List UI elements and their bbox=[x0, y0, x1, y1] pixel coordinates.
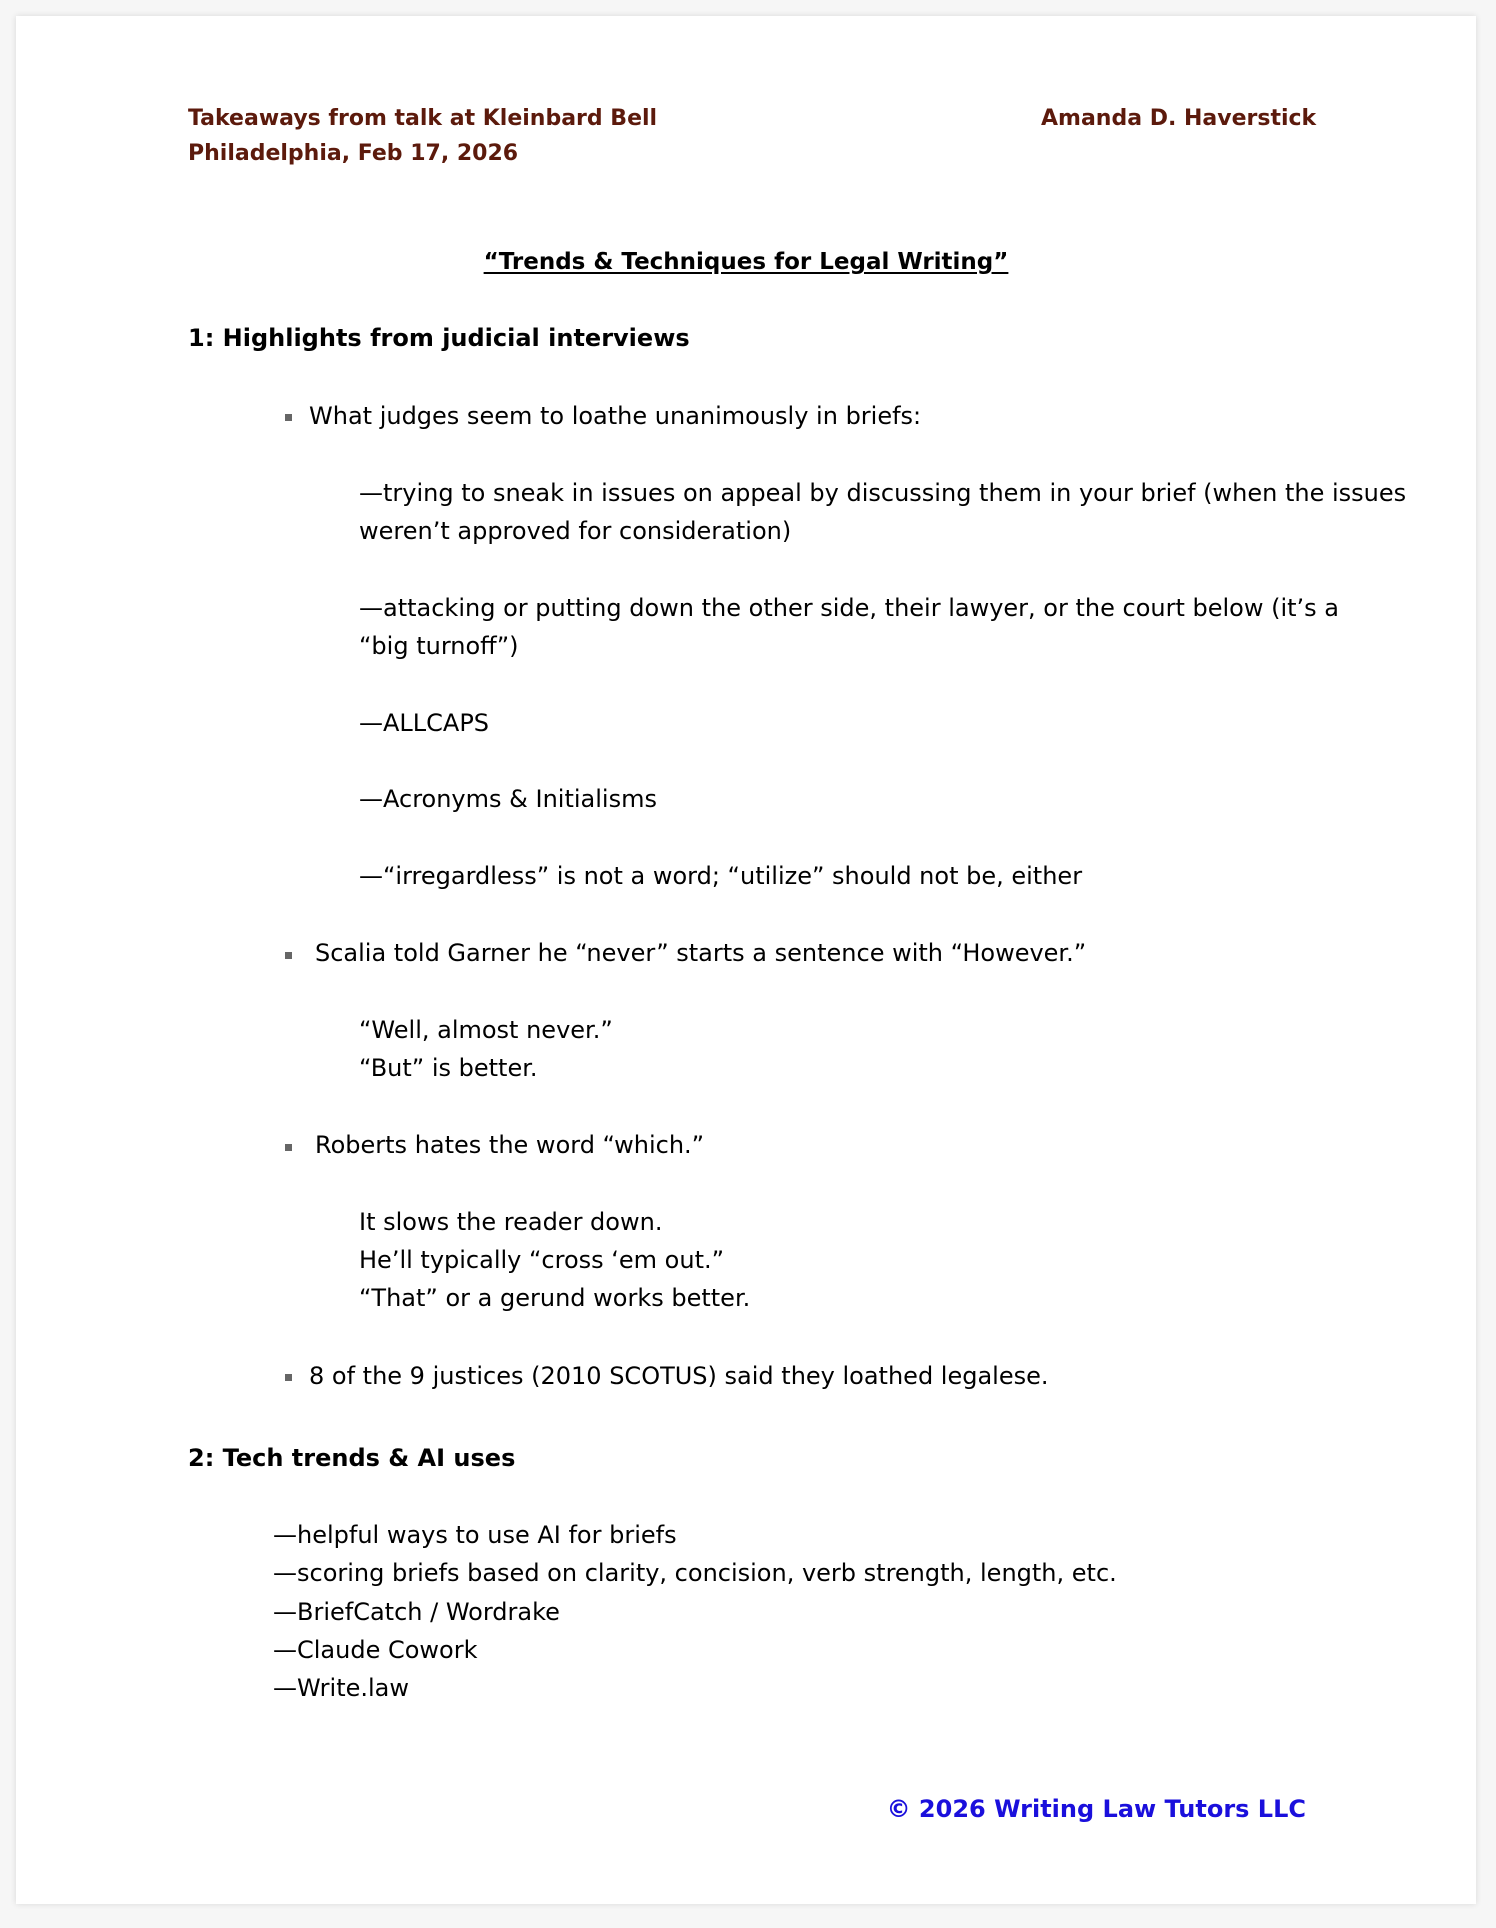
note-line: He’ll typically “cross ‘em out.” bbox=[359, 1246, 725, 1274]
header-author: Amanda D. Haverstick bbox=[1041, 106, 1317, 131]
header-talk-date: Philadelphia, Feb 17, 2026 bbox=[188, 141, 519, 166]
bullet-roberts: Roberts hates the word “which.” bbox=[315, 1131, 705, 1159]
list-item: —attacking or putting down the other side, their lawyer, or the court below (it’s a bbox=[359, 594, 1340, 622]
list-item: —Write.law bbox=[273, 1674, 409, 1702]
copyright-notice: © 2026 Writing Law Tutors LLC bbox=[886, 1795, 1306, 1823]
bullet-marker bbox=[285, 952, 292, 959]
list-item: —“irregardless” is not a word; “utilize” should not be, either bbox=[359, 862, 1083, 890]
document-title: “Trends & Techniques for Legal Writing” bbox=[483, 249, 1009, 275]
header-talk-venue: Takeaways from talk at Kleinbard Bell bbox=[188, 106, 658, 131]
document-page bbox=[16, 16, 1476, 1904]
bullet-legalese: 8 of the 9 justices (2010 SCOTUS) said they loathed legalese. bbox=[309, 1362, 1049, 1390]
bullet-marker bbox=[285, 1374, 292, 1381]
bullet-marker bbox=[285, 414, 292, 421]
list-item: —trying to sneak in issues on appeal by discussing them in your brief (when the issues bbox=[359, 479, 1407, 507]
list-item: —scoring briefs based on clarity, concision, verb strength, length, etc. bbox=[273, 1559, 1117, 1587]
bullet-scalia: Scalia told Garner he “never” starts a sentence with “However.” bbox=[315, 939, 1087, 967]
quote-line: “Well, almost never.” bbox=[359, 1016, 613, 1044]
note-line: It slows the reader down. bbox=[359, 1208, 663, 1236]
section-1-heading: 1: Highlights from judicial interviews bbox=[188, 324, 690, 352]
section-2-heading: 2: Tech trends & AI uses bbox=[188, 1444, 516, 1472]
list-item: —Acronyms & Initialisms bbox=[359, 785, 657, 813]
list-item: —ALLCAPS bbox=[359, 709, 490, 737]
list-item: —helpful ways to use AI for briefs bbox=[273, 1521, 677, 1549]
list-item: “big turnoff”) bbox=[359, 632, 519, 660]
note-line: “That” or a gerund works better. bbox=[359, 1284, 751, 1312]
bullet-marker bbox=[285, 1144, 292, 1151]
list-item: weren’t approved for consideration) bbox=[359, 517, 792, 545]
quote-line: “But” is better. bbox=[359, 1054, 538, 1082]
list-item: —Claude Cowork bbox=[273, 1636, 478, 1664]
bullet-judges-loathe: What judges seem to loathe unanimously in briefs: bbox=[309, 402, 922, 430]
list-item: —BriefCatch / Wordrake bbox=[273, 1598, 560, 1626]
